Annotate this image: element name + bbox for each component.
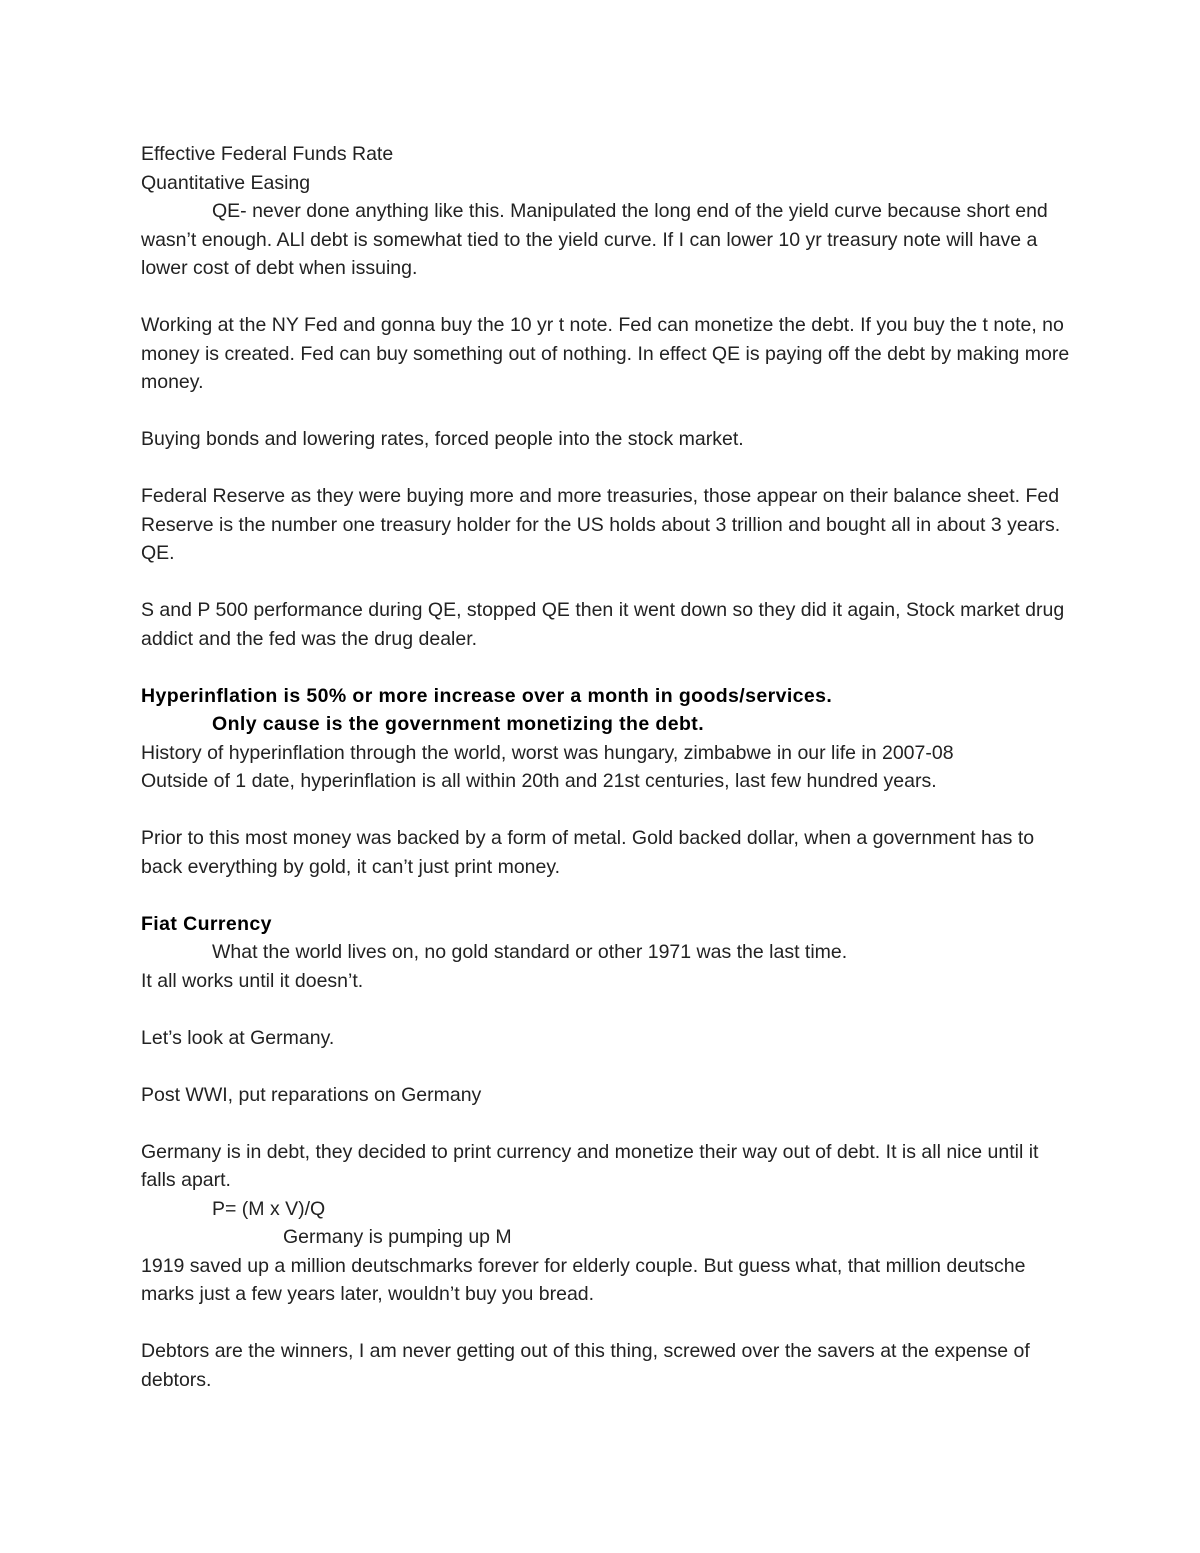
history-line-2: Outside of 1 date, hyperinflation is all within 20th and 21st centuries, last few hundred years.: [141, 770, 937, 792]
spacer: [141, 283, 1071, 312]
spacer: [141, 1109, 1071, 1138]
heading-fiat-currency: Fiat Currency: [141, 912, 272, 935]
paragraph-deutschmarks: 1919 saved up a million deutschmarks forever for elderly couple. But guess what, that million deutsche marks just a few years later, wouldn’t buy you bread.: [141, 1254, 1026, 1305]
fiat-line-1: What the world lives on, no gold standard or other 1971 was the last time.: [212, 941, 848, 963]
history-line-1: History of hyperinflation through the world, worst was hungary, zimbabwe in our life in 2007-08: [141, 741, 954, 764]
formula: P= (M x V)/Q: [212, 1197, 326, 1220]
document-body: [141, 140, 1071, 1394]
spacer: [141, 796, 1071, 825]
spacer: [141, 653, 1071, 682]
spacer: [141, 995, 1071, 1024]
hyperinflation-cause: Only cause is the government monetizing the debt.: [212, 713, 705, 735]
heading-hyperinflation: Hyperinflation is 50% or more increase over a month in goods/services.: [141, 684, 833, 707]
spacer: [141, 881, 1071, 910]
heading-effective-federal-funds-rate: Effective Federal Funds Rate: [141, 143, 394, 165]
spacer: [141, 568, 1071, 597]
paragraph-bonds: Buying bonds and lowering rates, forced people into the stock market.: [141, 428, 744, 450]
paragraph-qe: QE- never done anything like this. Manipulated the long end of the yield curve because short end wasn’t enough. ALl debt is somewhat tied to the yield curve. If I can lower 10 yr treasury note will have a lower cost of debt when issuing.: [141, 200, 1048, 279]
germany-pumping: Germany is pumping up M: [283, 1226, 512, 1248]
germany-intro: Let’s look at Germany.: [141, 1026, 335, 1049]
paragraph-germany-debt: Germany is in debt, they decided to print currency and monetize their way out of debt. It is all nice until it falls apart.: [141, 1140, 1039, 1191]
spacer: [141, 1052, 1071, 1081]
spacer: [141, 1309, 1071, 1338]
paragraph-sp500: S and P 500 performance during QE, stopped QE then it went down so they did it again, Stock market drug addict and the fed was the drug dealer.: [141, 599, 1065, 650]
fiat-line-2: It all works until it doesn’t.: [141, 969, 364, 992]
spacer: [141, 454, 1071, 483]
heading-quantitative-easing: Quantitative Easing: [141, 171, 311, 194]
paragraph-federal-reserve: Federal Reserve as they were buying more and more treasuries, those appear on their balance sheet. Fed Reserve is the number one treasury holder for the US holds about 3 trillion and bought all in about 3 years. QE.: [141, 485, 1061, 564]
spacer: [141, 397, 1071, 426]
paragraph-ny-fed: Working at the NY Fed and gonna buy the 10 yr t note. Fed can monetize the debt. If you buy the t note, no money is created. Fed can buy something out of nothing. In effect QE is paying off the debt by making more money.: [141, 314, 1070, 393]
post-wwi: Post WWI, put reparations on Germany: [141, 1083, 482, 1106]
paragraph-debtors: Debtors are the winners, I am never getting out of this thing, screwed over the savers at the expense of debtors.: [141, 1340, 1030, 1391]
paragraph-metal-backing: Prior to this most money was backed by a form of metal. Gold backed dollar, when a government has to back everything by gold, it can’t just print money.: [141, 827, 1035, 878]
